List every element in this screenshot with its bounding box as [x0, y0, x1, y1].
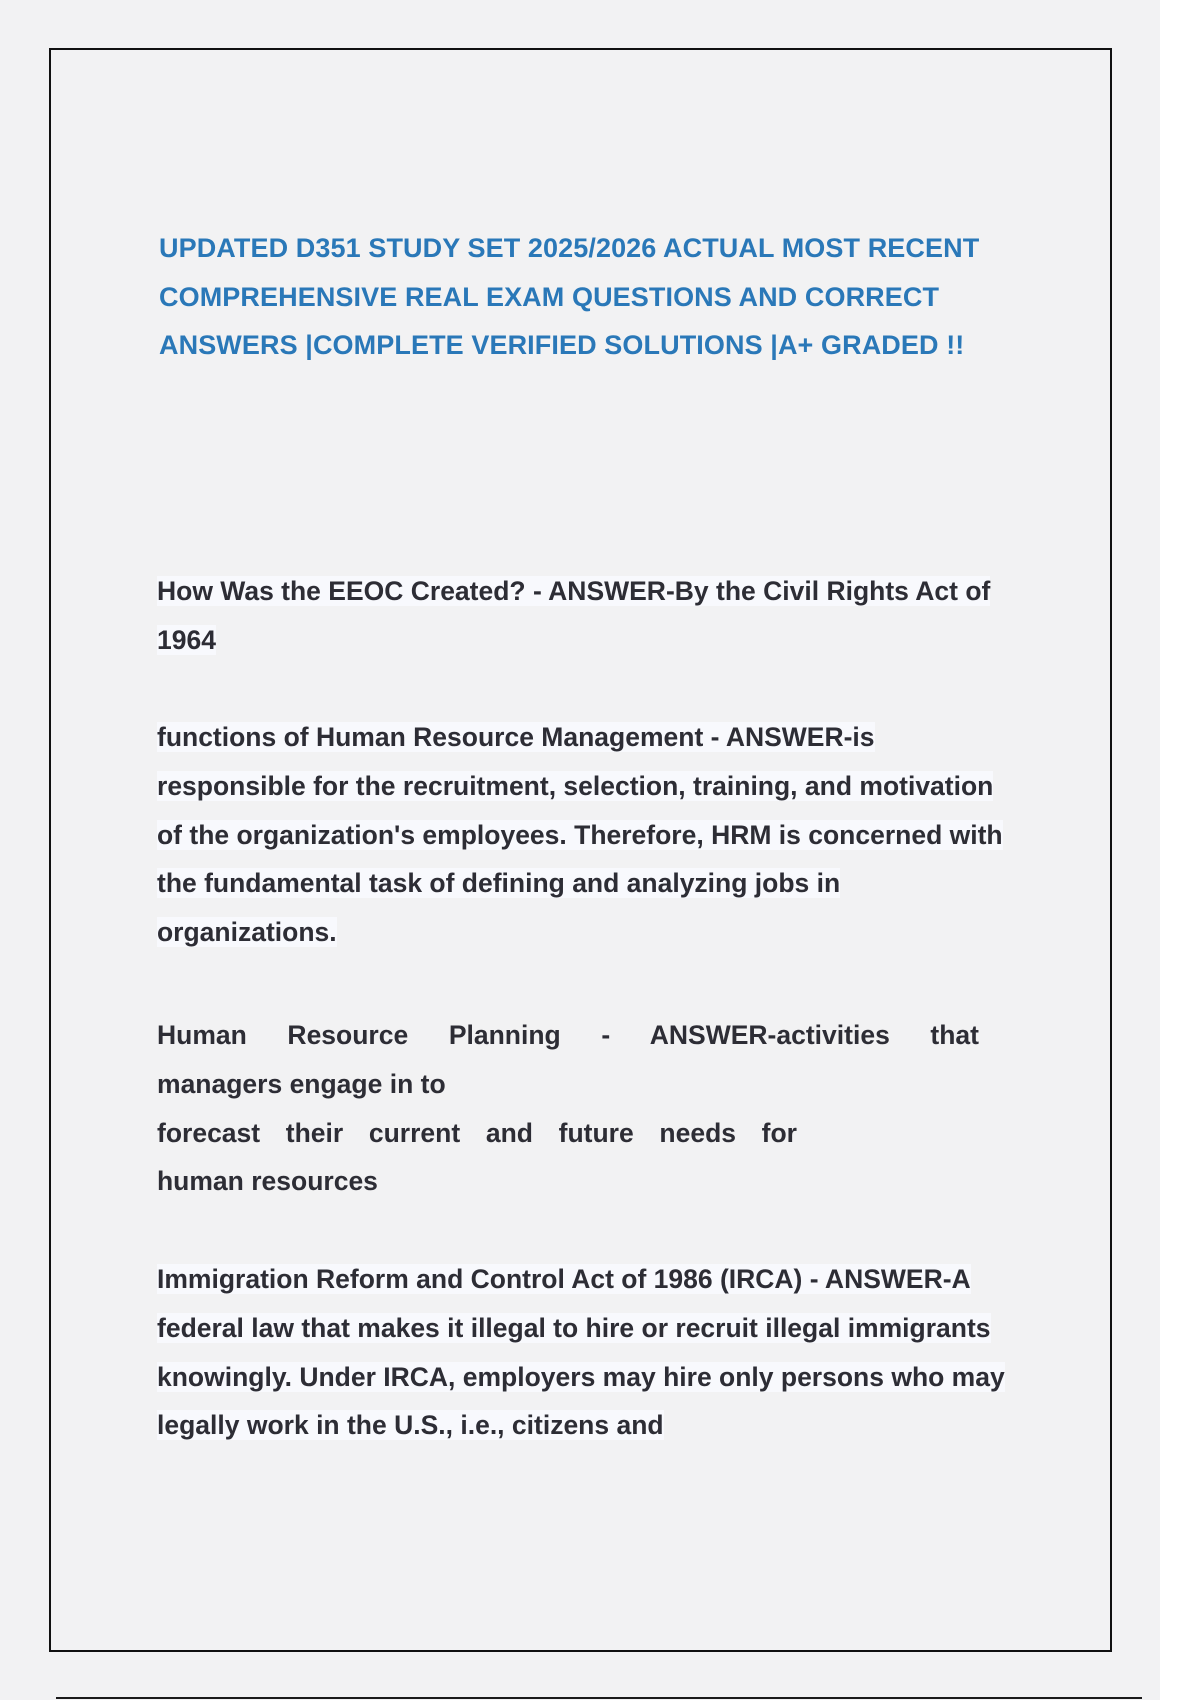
qa-line: forecast their current and future needs for — [157, 1117, 797, 1148]
qa-text: functions of Human Resource Management - ANSWER-is responsible for the recruitment, selection, training, and motivation of the organization's employees. Therefore, HRM is concerned with the fundamental task of defining and analyzing jobs in organizations. — [157, 722, 1003, 948]
qa-entry-hrm-functions — [157, 713, 1017, 957]
qa-entry-irca — [157, 1255, 1027, 1450]
qa-text: How Was the EEOC Created? - ANSWER-By the Civil Rights Act of 1964 — [157, 576, 991, 655]
page-divider — [56, 1697, 1142, 1699]
qa-entry-eeoc — [157, 567, 1027, 665]
qa-line: human resources — [157, 1166, 378, 1197]
document-title: UPDATED D351 STUDY SET 2025/2026 ACTUAL MOST RECENT COMPREHENSIVE REAL EXAM QUESTIONS AND CORRECT ANSWERS |COMPLETE VERIFIED SOLUTIONS |A+ GRADED !! — [159, 233, 980, 361]
page-margin-strip — [1160, 0, 1200, 1700]
qa-text: Immigration Reform and Control Act of 1986 (IRCA) - ANSWER-A federal law that makes it illegal to hire or recruit illegal immigrants knowingly. Under IRCA, employers may hire only persons who may legally work in the U.S., i.e., citizens and — [157, 1264, 1005, 1441]
qa-line: managers engage in to — [157, 1068, 446, 1099]
qa-line: Human Resource Planning - ANSWER-activities that — [157, 1020, 979, 1050]
qa-entry-hr-planning — [157, 1011, 1007, 1206]
